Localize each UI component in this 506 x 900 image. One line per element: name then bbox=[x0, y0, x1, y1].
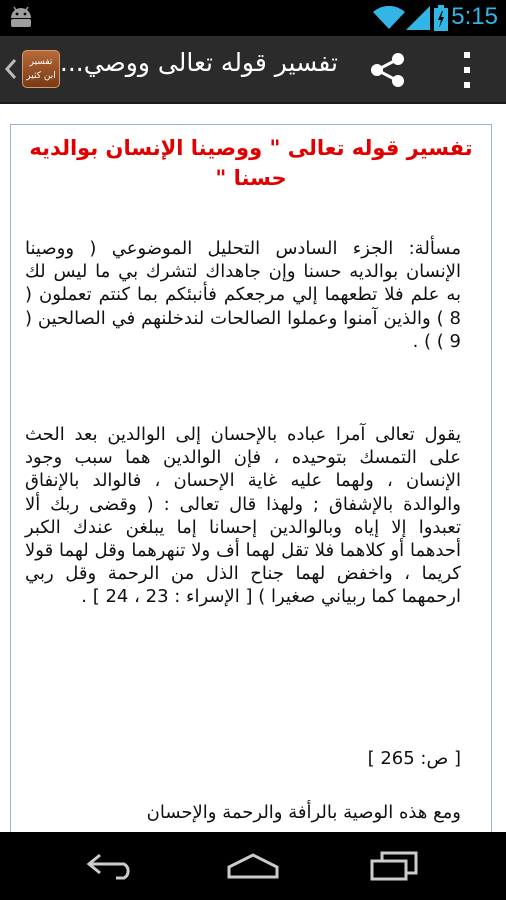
navigation-bar bbox=[0, 832, 506, 900]
page-reference: [ ص: 265 ] bbox=[367, 748, 461, 769]
action-bar bbox=[0, 36, 506, 104]
up-caret-icon[interactable] bbox=[4, 58, 18, 80]
article-paragraph: مسألة: الجزء السادس التحليل الموضوعي ( ووصينا الإنسان بوالديه حسنا وإن جاهداك لتشرك بي ما ليس لك به علم فلا تطعهما إلي مرجعكم فأنبئكم بما كنتم تعملون ( 8 ) والذين آمنوا وعملوا الصالحات لندخلنهم في الصالحين ( 9 ) ) . bbox=[25, 238, 461, 352]
overflow-menu-icon[interactable] bbox=[460, 48, 474, 92]
share-icon[interactable] bbox=[368, 52, 408, 88]
page-title: تفسير قوله تعالى ووصي... bbox=[59, 48, 338, 77]
status-time: 5:15 bbox=[451, 3, 498, 30]
back-icon[interactable] bbox=[86, 852, 138, 880]
content-area[interactable] bbox=[0, 104, 506, 832]
status-bar bbox=[0, 0, 506, 36]
signal-icon bbox=[406, 6, 430, 30]
battery-icon bbox=[434, 5, 448, 31]
home-icon[interactable] bbox=[226, 852, 280, 880]
android-icon bbox=[8, 6, 34, 28]
article-paragraph: يقول تعالى آمرا عباده بالإحسان إلى الوالدين بعد الحث على التمسك بتوحيده ، فإن الوالدين هما سبب وجود الإنسان ، ولهما عليه غاية الإحسان ، فالوالد بالإنفاق والوالدة بالإشفاق ; ولهذا قال تعالى : ( وقضى ربك ألا تعبدوا إلا إياه وبالوالدين إحسانا إما يبلغن عندك الكبر أحدهما أو كلاهما فلا تقل لهما أف ولا تنهرهما وقل لهما قولا كريما ، واخفض لهما جناح الذل من الرحمة وقل ربي ارحمهما كما ربياني صغيرا ) [ الإسراء : 23 ، 24 ] . bbox=[25, 424, 461, 608]
article-card bbox=[10, 124, 492, 832]
article-heading: تفسير قوله تعالى " ووصينا الإنسان بوالديه حسنا " bbox=[29, 136, 473, 190]
article-paragraph: ومع هذه الوصية بالرأفة والرحمة والإحسان bbox=[146, 802, 461, 823]
wifi-icon bbox=[372, 6, 406, 30]
app-icon-label: تفسير ابن كثير bbox=[26, 57, 56, 81]
recent-apps-icon[interactable] bbox=[368, 850, 420, 882]
